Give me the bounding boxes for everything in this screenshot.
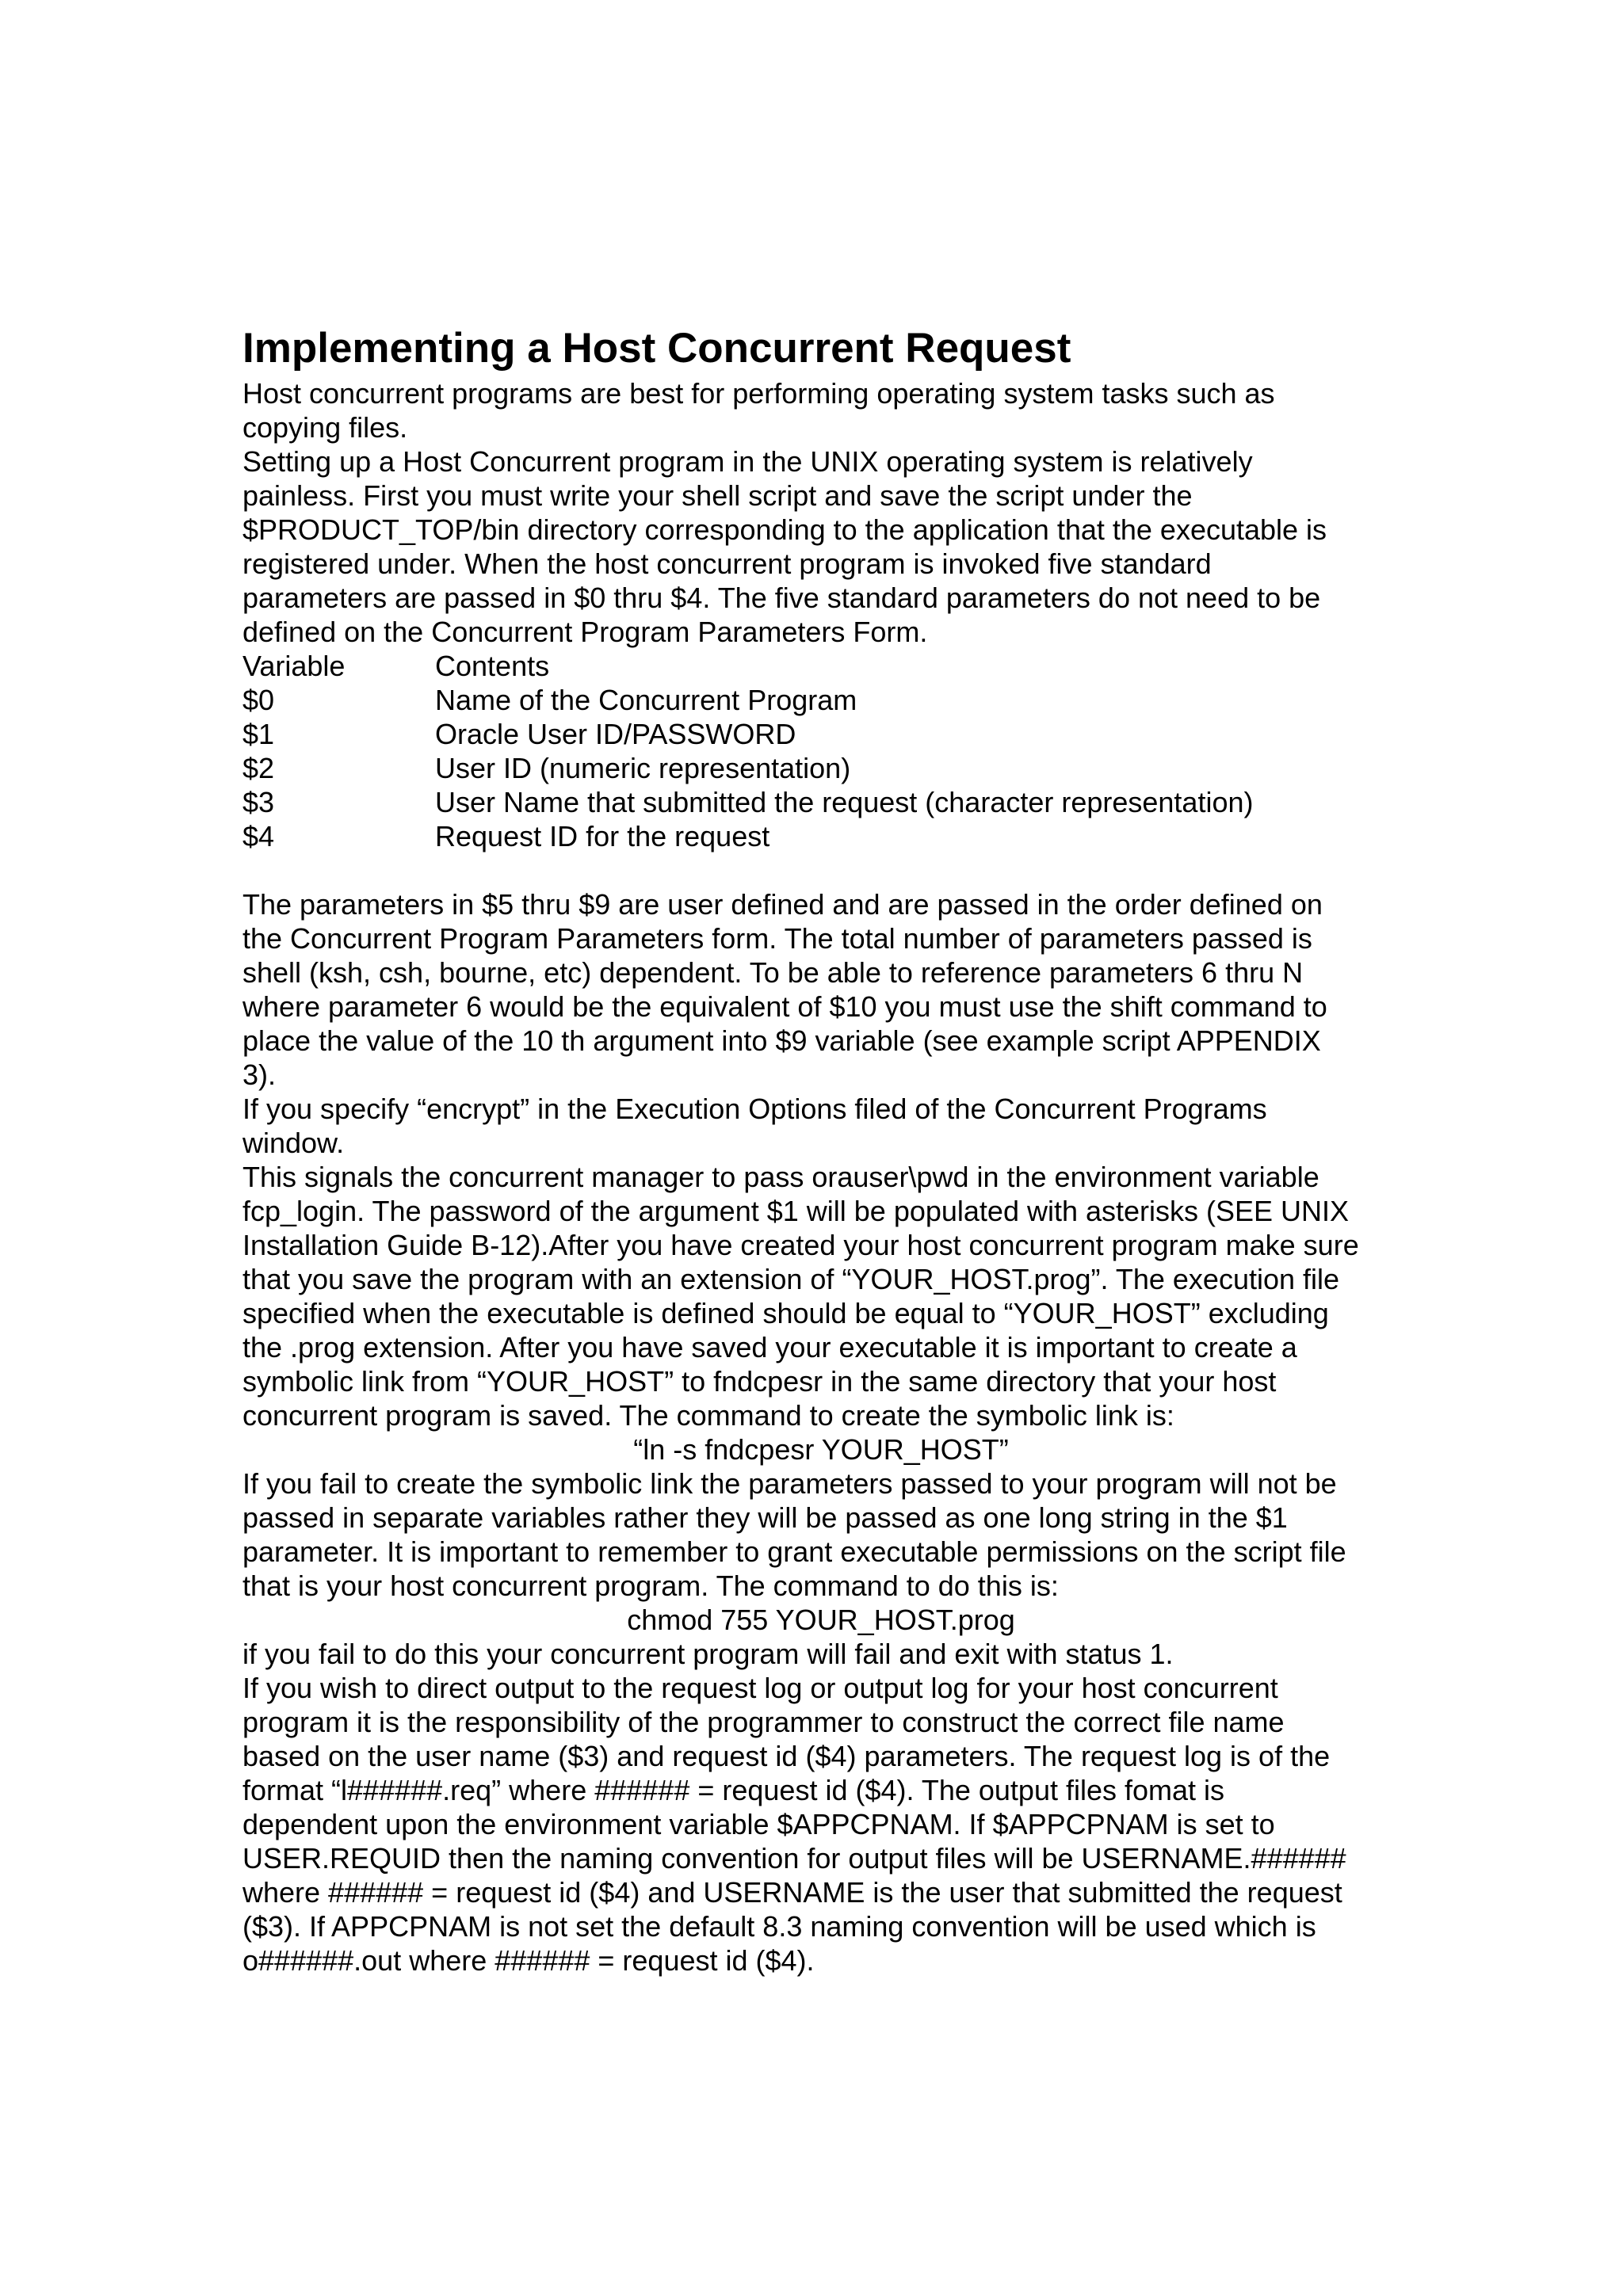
text-line: place the value of the 10 th argument into $9 variable (see example script APPENDIX [242,1024,1321,1057]
text-line: program it is the responsibility of the programmer to construct the correct file name [242,1706,1285,1738]
document-page [242,321,1400,1978]
text-line: Host concurrent programs are best for performing operating system tasks such as [242,377,1275,410]
text-line: o######.out where ###### = request id ($4). [242,1944,815,1977]
text-line: registered under. When the host concurrent program is invoked five standard [242,547,1212,580]
variable-cell: $1 [242,718,275,750]
table-row [242,819,1400,853]
text-line: if you fail to do this your concurrent program will fail and exit with status 1. [242,1638,1174,1670]
text-line: USER.REQUID then the naming convention for output files will be USERNAME.###### [242,1842,1346,1875]
intro-paragraph [242,376,1400,649]
table-row [242,751,1400,785]
symlink-command: “ln -s fndcpesr YOUR_HOST” [633,1433,1009,1466]
text-line: painless. First you must write your shell script and save the script under the [242,479,1193,512]
text-line: the .prog extension. After you have saved your executable it is important to create a [242,1331,1297,1363]
text-line: format “l######.req” where ###### = request id ($4). The output files fomat is [242,1774,1225,1806]
variables-table [242,649,1400,853]
text-line: the Concurrent Program Parameters form. The total number of parameters passed is [242,922,1312,955]
column-header-contents: Contents [435,650,550,682]
text-line: that is your host concurrent program. The command to do this is: [242,1569,1059,1602]
chmod-command: chmod 755 YOUR_HOST.prog [627,1604,1015,1636]
text-line: copying files. [242,411,408,444]
text-line: specified when the executable is defined should be equal to “YOUR_HOST” excluding [242,1297,1329,1329]
paragraph-spacer [242,853,1400,887]
page-title: Implementing a Host Concurrent Request [242,325,1071,372]
table-row [242,683,1400,717]
variable-cell: $3 [242,786,275,818]
text-line: where ###### = request id ($4) and USERNAME is the user that submitted the request [242,1876,1342,1909]
text-line: window. [242,1127,345,1159]
contents-cell: Name of the Concurrent Program [435,684,857,716]
table-row [242,717,1400,751]
text-line: where parameter 6 would be the equivalent of $10 you must use the shift command to [242,990,1327,1023]
text-line: defined on the Concurrent Program Parameters Form. [242,616,928,648]
body-paragraph-1 [242,887,1400,1432]
text-line: The parameters in $5 thru $9 are user defined and are passed in the order defined on [242,888,1323,921]
table-header-row [242,649,1400,683]
text-line: If you fail to create the symbolic link the parameters passed to your program will not be [242,1467,1337,1500]
contents-cell: User ID (numeric representation) [435,752,851,784]
contents-cell: Request ID for the request [435,820,770,852]
text-line: $PRODUCT_TOP/bin directory corresponding to the application that the executable is [242,513,1327,546]
text-line: If you specify “encrypt” in the Execution Options filed of the Concurrent Programs [242,1093,1267,1125]
text-line: If you wish to direct output to the request log or output log for your host concurrent [242,1672,1278,1704]
body-paragraph-3 [242,1637,1400,1978]
text-line: Installation Guide B-12).After you have created your host concurrent program make sure [242,1229,1359,1261]
text-line: that you save the program with an extension of “YOUR_HOST.prog”. The execution file [242,1263,1340,1295]
text-line: ($3). If APPCPNAM is not set the default 8.3 naming convention will be used which is [242,1910,1316,1943]
table-row [242,785,1400,819]
column-header-variable: Variable [242,650,346,682]
text-line: 3). [242,1058,277,1091]
contents-cell: Oracle User ID/PASSWORD [435,718,796,750]
variable-cell: $0 [242,684,275,716]
text-line: dependent upon the environment variable $APPCPNAM. If $APPCPNAM is set to [242,1808,1275,1840]
text-line: This signals the concurrent manager to pass orauser\pwd in the environment variable [242,1161,1319,1193]
text-line: passed in separate variables rather they will be passed as one long string in the $1 [242,1501,1288,1534]
text-line: shell (ksh, csh, bourne, etc) dependent. To be able to reference parameters 6 thru N [242,956,1304,989]
variable-cell: $2 [242,752,275,784]
text-line: symbolic link from “YOUR_HOST” to fndcpesr in the same directory that your host [242,1365,1277,1398]
text-line: parameters are passed in $0 thru $4. The five standard parameters do not need to be [242,582,1321,614]
text-line: parameter. It is important to remember to grant executable permissions on the script file [242,1535,1346,1568]
text-line: fcp_login. The password of the argument $1 will be populated with asterisks (SEE UNIX [242,1195,1350,1227]
variable-cell: $4 [242,820,275,852]
body-paragraph-2 [242,1466,1400,1603]
text-line: concurrent program is saved. The command to create the symbolic link is: [242,1399,1174,1432]
text-line: Setting up a Host Concurrent program in the UNIX operating system is relatively [242,445,1253,478]
contents-cell: User Name that submitted the request (character representation) [435,786,1254,818]
text-line: based on the user name ($3) and request id ($4) parameters. The request log is of the [242,1740,1331,1772]
